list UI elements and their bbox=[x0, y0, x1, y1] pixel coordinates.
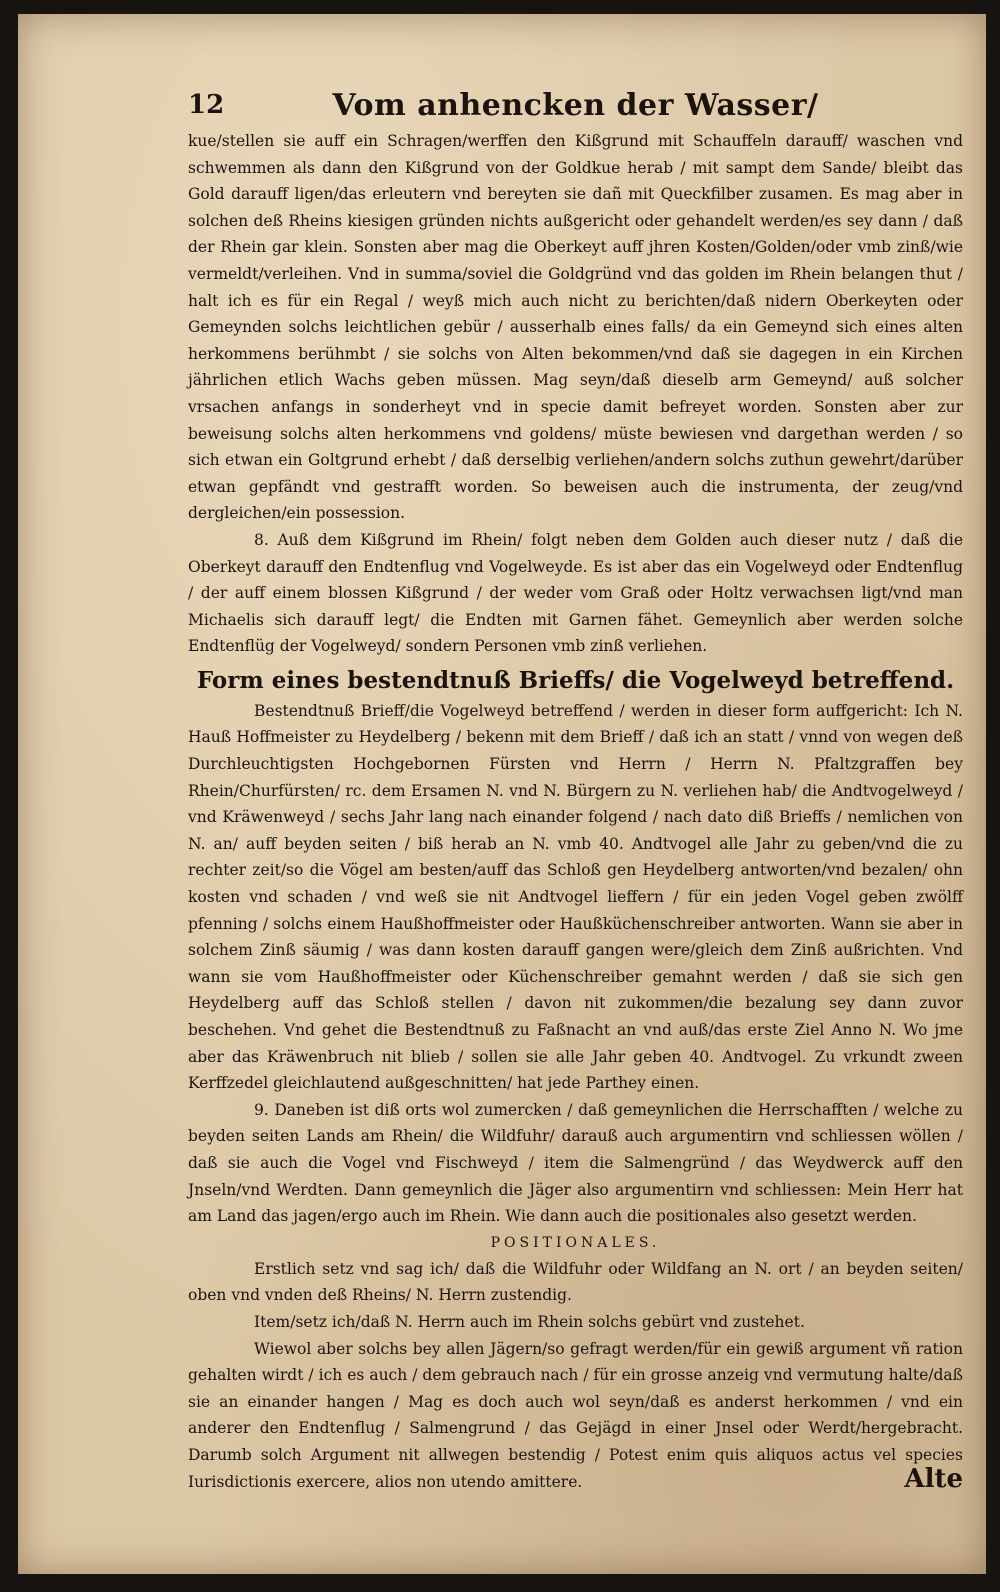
page-header bbox=[188, 84, 963, 128]
paragraph-argument: Wiewol aber solchs bey allen Jägern/so gefragt werden/für ein gewiß argument vñ ration gehalten wirdt / ich es auch / dem gebrauch nach / für ein grosse anzeig vnd vermutung halte/daß sie an einander hangen / Mag es doch auch wol seyn/daß es anderst herkommen / vnd ein anderer den Endtenflug / Salmengrund / das Gejägd in einer Jnsel oder Werdt/hergebracht. Darumb solch Argument nit allwegen bestendig / Potest enim quis aliquos actus vel species Iurisdictionis exercere, alios non utendo amittere. bbox=[188, 1339, 963, 1491]
paragraph-8: 8. Auß dem Kißgrund im Rhein/ folgt neben dem Golden auch dieser nutz / daß die Oberkeyt darauff den Endtenflug vnd Vogelweyde. Es ist aber das ein Vogelweyd oder Endtenflug / der auff einem blossen Kißgrund / der weder vom Graß oder Holtz verwachsen ligt/vnd man Michaelis sich darauff legt/ die Endten mit Garnen fähet. Gemeynlich aber werden solche Endtenflüg der Vogelweyd/ sondern Personen vmb zinß verliehen. bbox=[188, 530, 963, 656]
catchword: Alte bbox=[904, 1464, 963, 1494]
page-body bbox=[188, 128, 963, 1495]
book-page bbox=[18, 14, 986, 1574]
paragraph-lease-form: Bestendtnuß Brieff/die Vogelweyd betreffend / werden in dieser form auffgericht: Ich N. Hauß Hoffmeister zu Heydelberg / bekenn mit dem Brieff / daß ich an statt / vnnd von wegen deß Durchleuchtigsten Hochgebornen Fürsten vnd Herrn / Herrn N. Pfaltzgraffen bey Rhein/Churfürsten/ rc. dem Ersamen N. vnd N. Bürgern zu N. verliehen hab/ die Andtvogelweyd / vnd Kräwenweyd / sechs Jahr lang nach einander folgend / nach dato diß Brieffs / nemlichen von N. an/ auff beyden seiten / biß herab an N. vmb 40. Andtvogel alle Jahr zu geben/vnd die zu rechter zeit/so die Vögel am besten/auff das Schloß gen Heydelberg antworten/vnd bezalen/ ohn kosten vnd schaden / vnd weß sie nit Andtvogel lieffern / für ein jeden Vogel geben zwölff pfenning / solchs einem Haußhoffmeister oder Haußküchenschreiber antworten. Wann sie aber in solchem Zinß säumig / was dann kosten darauff gangen were/gleich dem Zinß außrichten. Vnd wann sie vom Haußhoffmeister oder Küchenschreiber gemahnt werden / daß sie sich gen Heydelberg auff das Schloß stellen / davon nit zukommen/die bezalung sey dann zuvor beschehen. Vnd gehet die Bestendtnuß zu Faßnacht an vnd auß/das erste Ziel Anno N. Wo jme aber das Kräwenbruch nit blieb / sollen sie alle Jahr geben 40. Andtvogel. Zu vrkundt zween Kerffzedel gleichlautend außgeschnitten/ hat jede Parthey einen. bbox=[188, 701, 963, 1093]
page-number: 12 bbox=[188, 90, 225, 120]
page-text-block bbox=[188, 84, 963, 1504]
section-heading: Form eines bestendtnuß Brieffs/ die Vogelweyd betreffend. bbox=[196, 666, 955, 694]
paragraph-position-2: Item/setz ich/daß N. Herrn auch im Rhein solchs gebürt vnd zustehet. bbox=[254, 1312, 805, 1331]
paragraph-position-1: Erstlich setz vnd sag ich/ daß die Wildfuhr oder Wildfang an N. ort / an beyden seiten/ oben vnd vnden deß Rheins/ N. Herrn zustendig. bbox=[188, 1259, 963, 1305]
paragraph-gold-washing: kue/stellen sie auff ein Schragen/werffen den Kißgrund mit Schauffeln darauff/ waschen vnd schwemmen als dann den Kißgrund von der Goldkue herab / mit sampt dem Sande/ bleibt das Gold darauff ligen/das erleutern vnd bereyten sie dañ mit Queckfilber zusamen. Es mag aber in solchen deß Rheins kiesigen gründen nichts außgericht oder gehandelt werden/es sey dann / daß der Rhein gar klein. Sonsten aber mag die Oberkeyt auff jhren Kosten/Golden/oder vmb zinß/wie vermeldt/verleihen. Vnd in summa/soviel die Goldgründ vnd das golden im Rhein belangen thut / halt ich es für ein Regal / weyß mich auch nicht zu berichten/daß nidern Oberkeyten oder Gemeynden solchs leichtlichen gebür / ausserhalb eines falls/ da ein Gemeynd sich eines alten herkommens berühmbt / sie solchs von Alten bekommen/vnd daß sie dagegen in ein Kirchen jährlichen etlich Wachs geben müssen. Mag seyn/daß dieselb arm Gemeynd/ auß solcher vrsachen anfangs in sonderheyt vnd in specie damit befreyet worden. Sonsten aber zur beweisung solchs alten herkommens vnd goldens/ müste bewiesen vnd dargethan werden / so sich etwan ein Goltgrund erhebt / daß derselbig verliehen/andern solchs zuthun gewehrt/darüber etwan gepfändt vnd gestrafft worden. So beweisen auch die instrumenta, der zeug/vnd dergleichen/ein possession. bbox=[188, 132, 963, 523]
paragraph-9: 9. Daneben ist diß orts wol zumercken / daß gemeynlichen die Herrschafften / welche zu beyden seiten Lands am Rhein/ die Wildfuhr/ darauß auch argumentirn vnd schliessen wöllen / daß sie auch die Vogel vnd Fischweyd / item die Salmengründ / das Weydwerck auff den Jnseln/vnd Werdten. Dann gemeynlich die Jäger also argumentirn vnd schliessen: Mein Herr hat am Land das jagen/ergo auch im Rhein. Wie dann auch die positionales also gesetzt werden. bbox=[188, 1100, 963, 1226]
positionales-subheading: POSITIONALES. bbox=[490, 1234, 661, 1251]
running-head: Vom anhencken der Wasser/ bbox=[332, 88, 819, 123]
